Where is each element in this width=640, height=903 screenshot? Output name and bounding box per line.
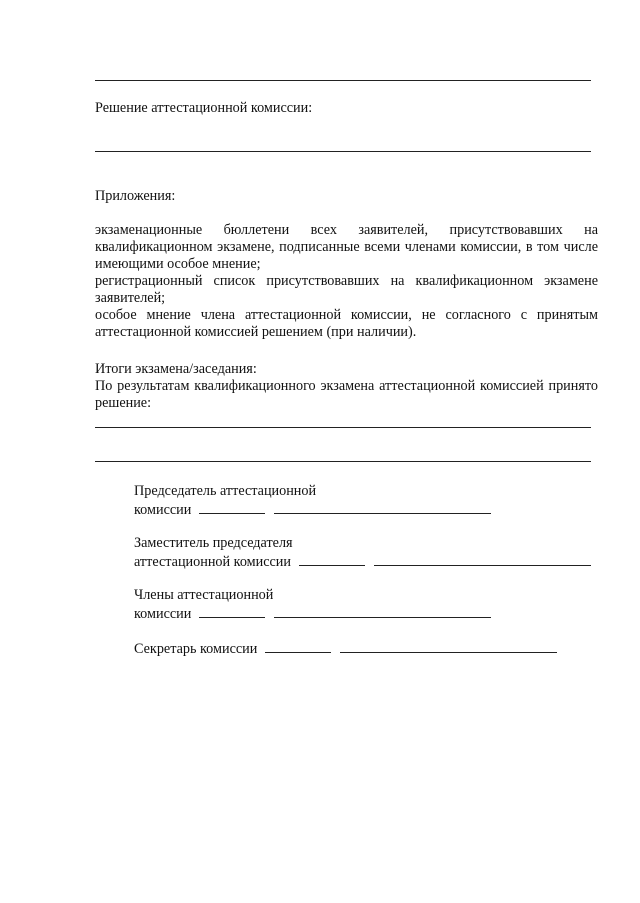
chairman-signature-row — [134, 500, 491, 519]
chairman-title-line1: Председатель аттестационной — [134, 483, 317, 499]
results-blank-line-1 — [95, 427, 591, 428]
secretary-title: Секретарь комиссии — [134, 641, 258, 657]
deputy-title-line1: Заместитель председателя — [134, 535, 293, 551]
deputy-signature-row — [134, 552, 591, 571]
blank-line-top — [95, 80, 591, 81]
decision-blank-line — [95, 151, 591, 152]
members-title-line1: Члены аттестационной — [134, 587, 274, 603]
chairman-name-field[interactable] — [274, 500, 491, 514]
attachment-item-dissent: особое мнение члена аттестационной комиссии, не согласного с принятым аттестационной комиссией решением (при наличии). — [95, 307, 598, 340]
deputy-name-field[interactable] — [374, 552, 591, 566]
results-blank-line-2 — [95, 461, 591, 462]
secretary-name-field[interactable] — [340, 639, 557, 653]
attachment-item-ballots: экзаменационные бюллетени всех заявителей, присутствовавших на квалификационном экзамене, подписанные всеми членами комиссии, в том числе имеющими особое мнение; — [95, 222, 598, 272]
members-signature-row — [134, 604, 491, 623]
secretary-signature-row — [134, 639, 557, 658]
attachments-heading: Приложения: — [95, 188, 176, 204]
secretary-signature-field[interactable] — [265, 639, 331, 653]
deputy-title-line2: аттестационной комиссии — [134, 554, 291, 570]
chairman-title-line2: комиссии — [134, 502, 192, 518]
chairman-signature-field[interactable] — [199, 500, 265, 514]
deputy-signature-field[interactable] — [299, 552, 365, 566]
members-signature-field[interactable] — [199, 604, 265, 618]
members-name-field[interactable] — [274, 604, 491, 618]
results-text: По результатам квалификационного экзамена аттестационной комиссией принято решение: — [95, 378, 598, 411]
members-title-line2: комиссии — [134, 606, 192, 622]
results-heading: Итоги экзамена/заседания: — [95, 361, 257, 377]
attachments-list — [95, 222, 598, 341]
attachment-item-registration: регистрационный список присутствовавших на квалификационном экзамене заявителей; — [95, 273, 598, 306]
decision-label: Решение аттестационной комиссии: — [95, 100, 313, 116]
